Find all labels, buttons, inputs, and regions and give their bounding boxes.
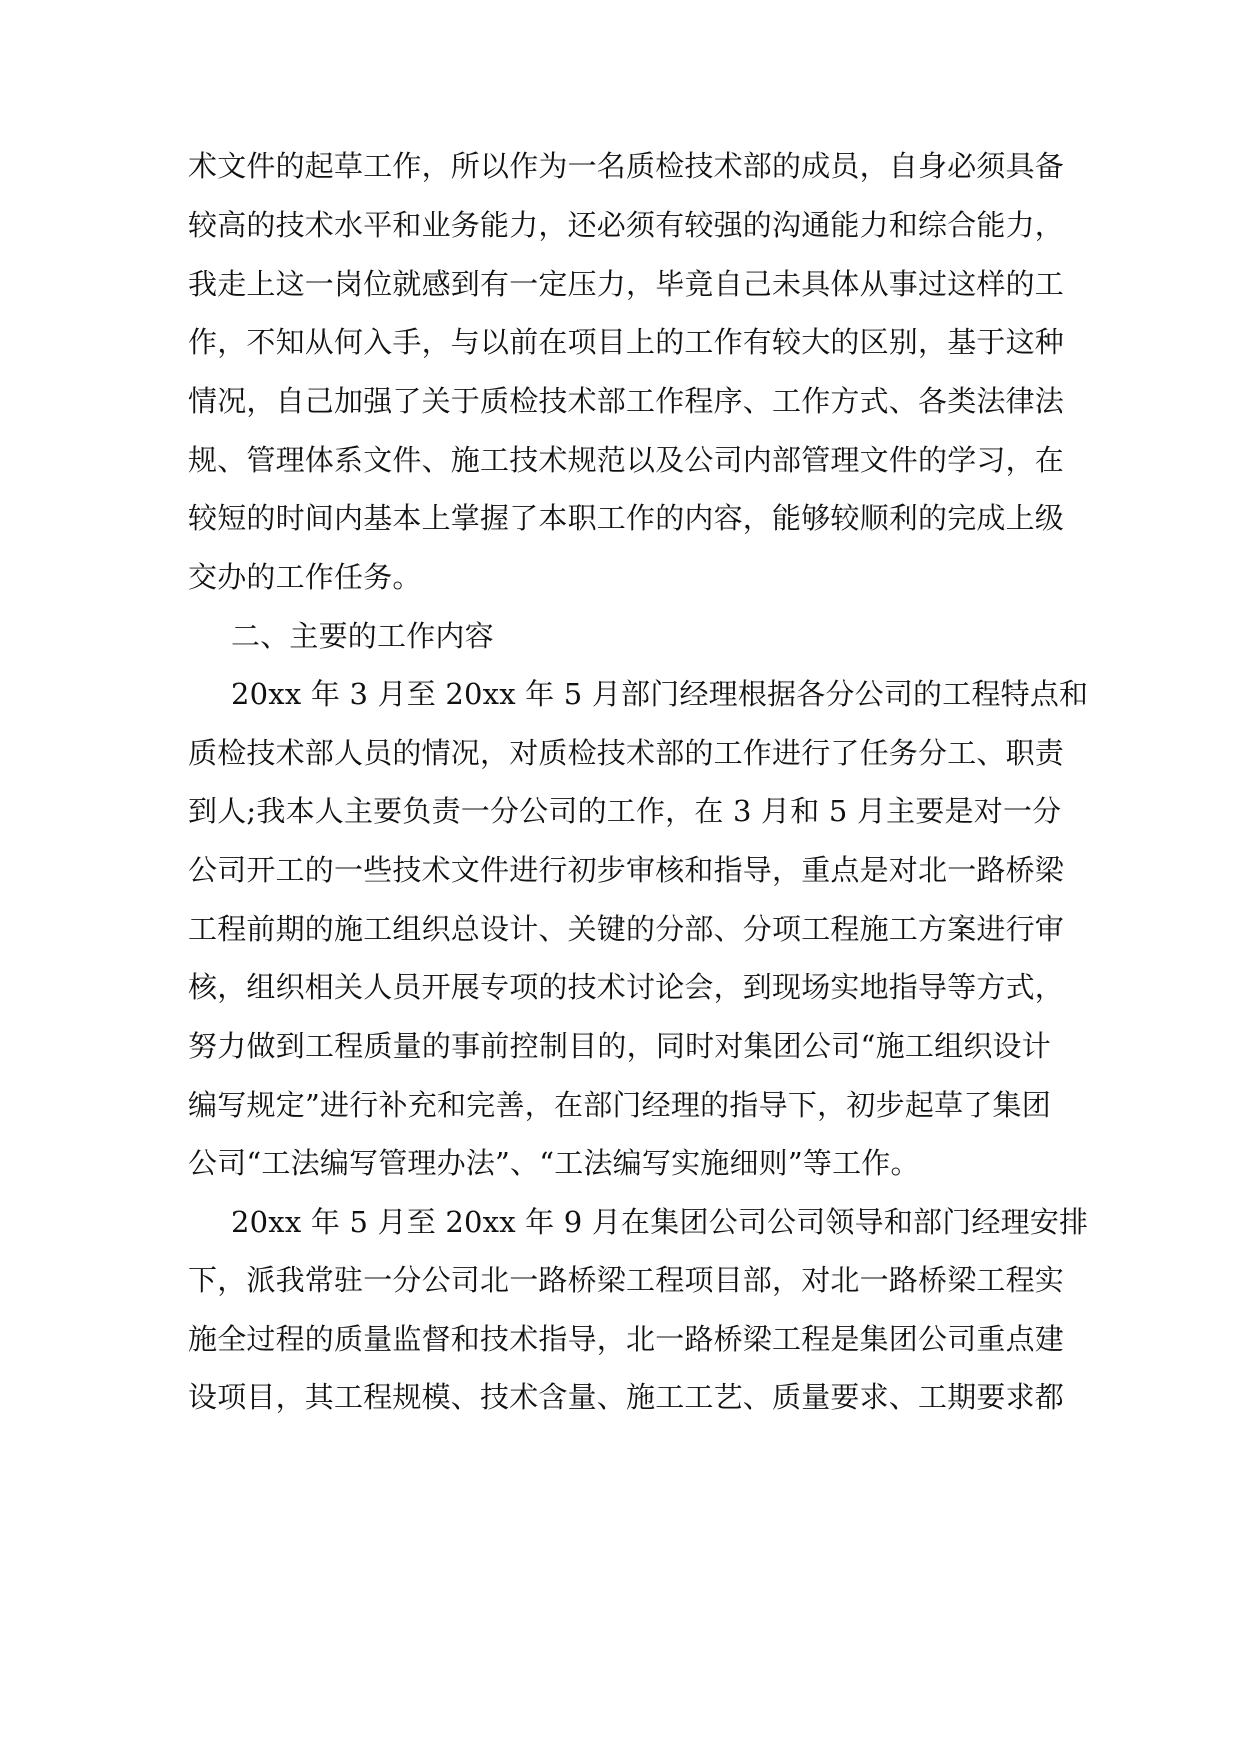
body-line-15: 核，组织相关人员开展专项的技术讨论会，到现场实地指导等方式， (188, 970, 1065, 1004)
body-line-17: 编写规定”进行补充和完善，在部门经理的指导下，初步起草了集团 (188, 1088, 1051, 1122)
body-line-18: 公司“工法编写管理办法”、“工法编写实施细则”等工作。 (188, 1146, 920, 1180)
body-line-13: 公司开工的一些技术文件进行初步审核和指导，重点是对北一路桥梁 (188, 853, 1065, 887)
section-heading: 二、主要的工作内容 (231, 619, 494, 653)
body-line-1: 术文件的起草工作，所以作为一名质检技术部的成员，自身必须具备 (188, 149, 1065, 183)
body-line-2: 较高的技术水平和业务能力，还必须有较强的沟通能力和综合能力， (188, 208, 1065, 242)
body-line-8: 交办的工作任务。 (188, 560, 422, 594)
body-line-10: 20xx 年 3 月至 20xx 年 5 月部门经理根据各分公司的工程特点和 (231, 677, 1089, 711)
body-line-5: 情况，自己加强了关于质检技术部工作程序、工作方式、各类法律法 (188, 384, 1065, 418)
body-line-14: 工程前期的施工组织总设计、关键的分部、分项工程施工方案进行审 (188, 912, 1065, 946)
body-line-21: 施全过程的质量监督和技术指导，北一路桥梁工程是集团公司重点建 (188, 1322, 1065, 1356)
body-line-20: 下，派我常驻一分公司北一路桥梁工程项目部，对北一路桥梁工程实 (188, 1263, 1065, 1297)
body-line-7: 较短的时间内基本上掌握了本职工作的内容，能够较顺利的完成上级 (188, 501, 1065, 535)
body-line-12: 到人;我本人主要负责一分公司的工作，在 3 月和 5 月主要是对一分 (188, 794, 1062, 828)
body-line-22: 设项目，其工程规模、技术含量、施工工艺、质量要求、工期要求都 (188, 1380, 1065, 1414)
body-line-16: 努力做到工程质量的事前控制目的，同时对集团公司“施工组织设计 (188, 1029, 1051, 1063)
body-line-6: 规、管理体系文件、施工技术规范以及公司内部管理文件的学习，在 (188, 443, 1065, 477)
body-line-19: 20xx 年 5 月至 20xx 年 9 月在集团公司公司领导和部门经理安排 (231, 1205, 1089, 1239)
body-line-4: 作，不知从何入手，与以前在项目上的工作有较大的区别，基于这种 (188, 325, 1065, 359)
body-line-3: 我走上这一岗位就感到有一定压力，毕竟自己未具体从事过这样的工 (188, 267, 1065, 301)
body-line-11: 质检技术部人员的情况，对质检技术部的工作进行了任务分工、职责 (188, 736, 1065, 770)
